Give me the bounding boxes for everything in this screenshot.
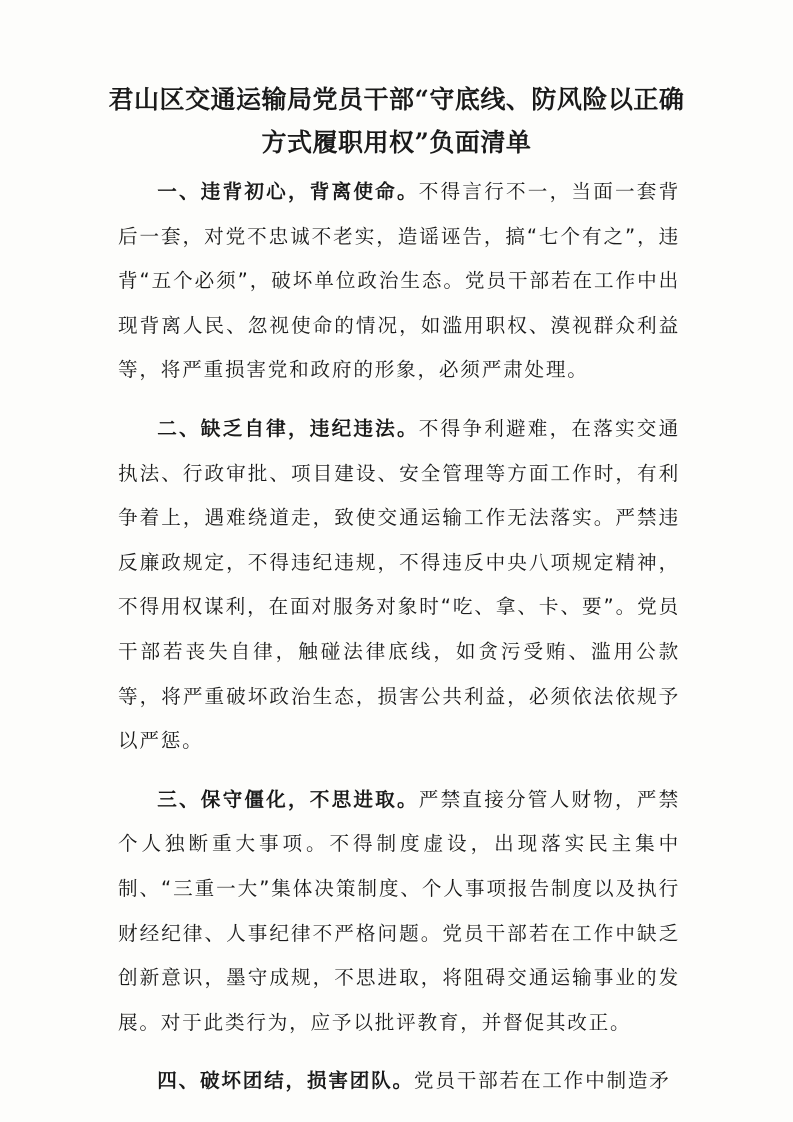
section-3-heading: 三、保守僵化，不思进取。 xyxy=(157,787,419,811)
section-1 xyxy=(118,170,680,393)
document-title-line-1: 君山区交通运输局党员干部“守底线、防风险以正确 xyxy=(108,85,685,114)
section-1-heading: 一、违背初心，背离使命。 xyxy=(157,180,419,203)
document-title-line-2: 方式履职用权”负面清单 xyxy=(261,128,532,157)
section-4 xyxy=(118,1059,680,1104)
document-body xyxy=(118,170,680,1104)
section-4-body: 党员干部若在工作中制造矛 xyxy=(413,1069,671,1093)
section-2-heading: 二、缺乏自律，违纪违法。 xyxy=(157,416,419,440)
section-3-body: 严禁直接分管人财物，严禁个人独断重大事项。不得制度虚设，出现落实民主集中制、“三重一大”集体决策制度、个人事项报告制度以及执行财经纪律、人事纪律不严格问题。党员干部若在工作中缺乏创新意识，墨守成规，不思进取，将阻碍交通运输事业的发展。对于此类行为，应予以批评教育，并督促其改正。 xyxy=(118,787,680,1034)
section-2 xyxy=(118,407,680,764)
section-1-body: 不得言行不一，当面一套背后一套，对党不忠诚不老实，造谣诬告，搞“七个有之”，违背“五个必须”，破坏单位政治生态。党员干部若在工作中出现背离人民、忽视使命的情况，如滥用职权、漠视群众利益等，将严重损害党和政府的形象，必须严肃处理。 xyxy=(118,180,680,382)
section-3 xyxy=(118,778,680,1046)
section-4-heading: 四、破坏团结，损害团队。 xyxy=(157,1069,414,1093)
section-2-body: 不得争利避难，在落实交通执法、行政审批、项目建设、安全管理等方面工作时，有利争着上，遇难绕道走，致使交通运输工作无法落实。严禁违反廉政规定，不得违纪违规，不得违反中央八项规定精神，不得用权谋利，在面对服务对象时“吃、拿、卡、要”。党员干部若丧失自律，触碰法律底线，如贪污受贿、滥用公款等，将严重破坏政治生态，损害公共利益，必须依法依规予以严惩。 xyxy=(118,416,680,753)
